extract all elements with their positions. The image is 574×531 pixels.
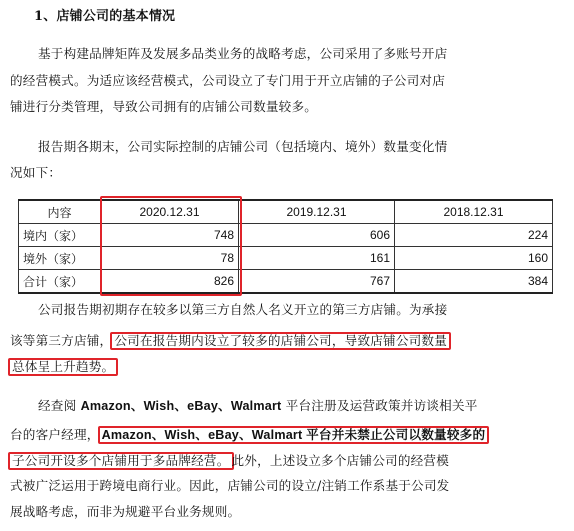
para2-line1: 报告期各期末，公司实际控制的店铺公司（包括境内、境外）数量变化情 — [38, 139, 448, 154]
platform-names: Amazon、Wish、eBay、Walmart — [80, 399, 282, 413]
table-header-row — [19, 200, 553, 224]
para2-line2: 况如下： — [10, 165, 62, 180]
cell-value: 606 — [239, 224, 395, 247]
cell-value: 767 — [239, 270, 395, 294]
highlight-box: 总体呈上升趋势。 — [8, 358, 118, 376]
header-content: 内容 — [19, 200, 101, 224]
header-2019: 2019.12.31 — [239, 200, 395, 224]
cell-value: 78 — [101, 247, 239, 270]
row-label: 境内（家） — [19, 224, 101, 247]
para4-line3 — [10, 452, 449, 470]
para4-line1 — [38, 398, 478, 414]
para4-line1-b: 平台注册及运营政策并访谈相关平 — [281, 398, 478, 413]
para3-line2-pre: 该等第三方店铺， — [10, 333, 113, 348]
table-row — [19, 247, 553, 270]
para4-line3-post: 此外，上述设立多个店铺公司的经营模 — [231, 453, 449, 468]
para3-line3 — [10, 358, 116, 376]
row-label: 境外（家） — [19, 247, 101, 270]
cell-value: 161 — [239, 247, 395, 270]
para1-line1: 基于构建品牌矩阵及发展多品类业务的战略考虑，公司采用了多账号开店 — [38, 46, 448, 61]
table-row — [19, 270, 553, 294]
highlight-box: 子公司开设多个店铺用于多品牌经营。 — [8, 452, 234, 470]
para4-line5: 展战略考虑，而非为规避平台业务规则。 — [10, 504, 241, 519]
para1-line3: 铺进行分类管理，导致公司拥有的店铺公司数量较多。 — [10, 99, 318, 114]
cell-value: 160 — [395, 247, 553, 270]
cell-value: 384 — [395, 270, 553, 294]
store-count-table — [18, 199, 553, 294]
row-label: 合计（家） — [19, 270, 101, 294]
para4-line1-a: 经查阅 — [38, 398, 81, 413]
cell-value: 224 — [395, 224, 553, 247]
header-2018: 2018.12.31 — [395, 200, 553, 224]
para3-line2 — [10, 332, 449, 350]
table-row — [19, 224, 553, 247]
cell-value: 748 — [101, 224, 239, 247]
para4-line2-pre: 台的客户经理， — [10, 427, 100, 442]
para4-line2 — [10, 426, 487, 444]
cell-value: 826 — [101, 270, 239, 294]
para3-line1: 公司报告期初期存在较多以第三方自然人名义开立的第三方店铺。为承接 — [38, 302, 448, 317]
highlight-box: Amazon、Wish、eBay、Walmart 平台并未禁止公司以数量较多的 — [98, 426, 490, 444]
para1-line2: 的经营模式。为适应该经营模式，公司设立了专门用于开立店铺的子公司对店 — [10, 73, 445, 88]
header-2020: 2020.12.31 — [101, 200, 239, 224]
highlight-box: 公司在报告期内设立了较多的店铺公司，导致店铺公司数量 — [110, 332, 451, 350]
section-heading: 1、店铺公司的基本情况 — [34, 9, 176, 24]
para4-line4: 式被广泛运用于跨境电商行业。因此，店铺公司的设立/注销工作系基于公司发 — [10, 478, 450, 493]
